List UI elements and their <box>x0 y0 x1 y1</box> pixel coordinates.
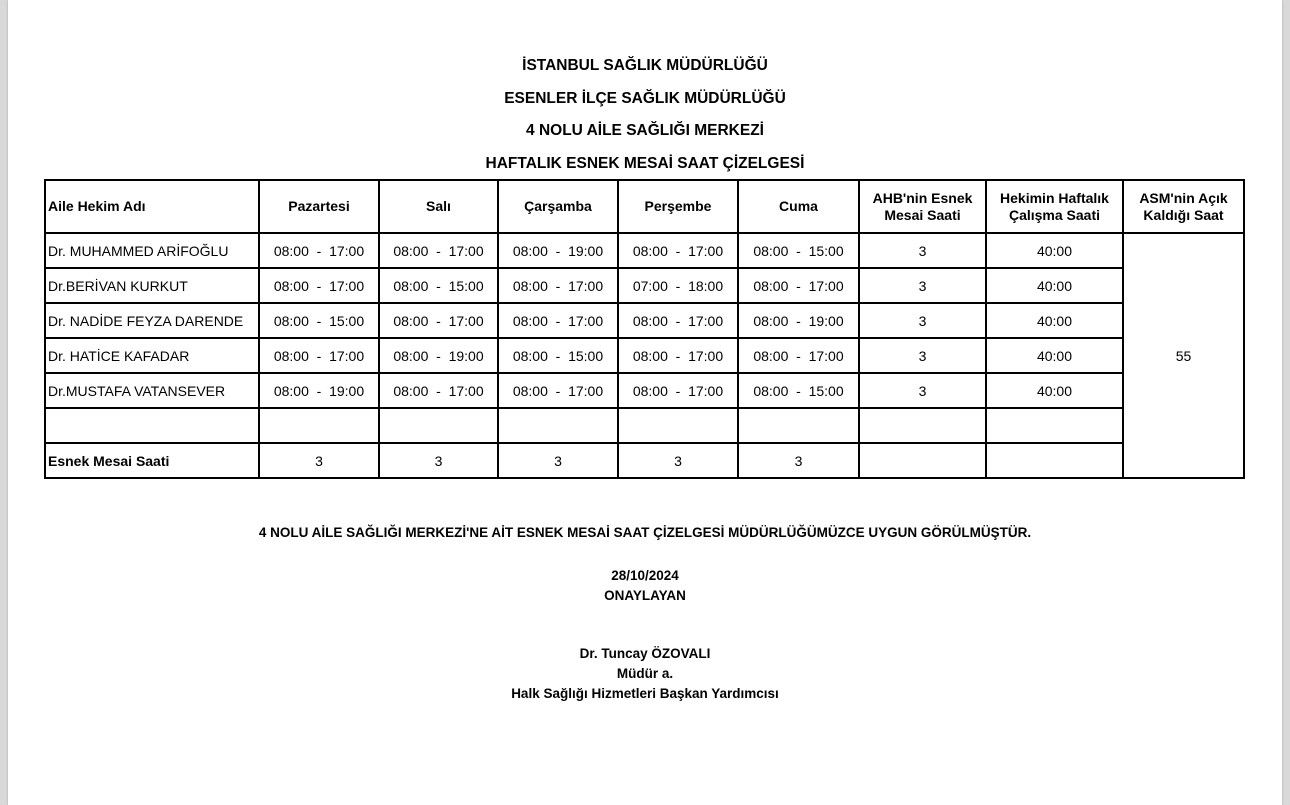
col-header-name: Aile Hekim Adı <box>45 180 259 233</box>
thursday-cell: 07:00 - 18:00 <box>618 268 738 303</box>
header-line-4: HAFTALIK ESNEK MESAİ SAAT ÇİZELGESİ <box>485 154 805 172</box>
friday-cell: 08:00 - 19:00 <box>738 303 859 338</box>
empty-cell <box>259 408 379 443</box>
header-line-2: ESENLER İLÇE SAĞLIK MÜDÜRLÜĞÜ <box>504 89 786 107</box>
weekly-hours-cell: 40:00 <box>986 233 1123 268</box>
thursday-cell: 08:00 - 17:00 <box>618 338 738 373</box>
table-row <box>45 233 1244 268</box>
weekly-hours-cell: 40:00 <box>986 373 1123 408</box>
col-header-monday: Pazartesi <box>259 180 379 233</box>
thursday-cell: 08:00 - 17:00 <box>618 373 738 408</box>
table-row <box>45 268 1244 303</box>
tuesday-cell: 08:00 - 19:00 <box>379 338 498 373</box>
col-header-weekly-hours: Hekimin Haftalık Çalışma Saati <box>986 180 1123 233</box>
empty-cell <box>498 408 618 443</box>
ahb-flex-cell: 3 <box>859 303 986 338</box>
document-header <box>0 52 1290 182</box>
approver-label: ONAYLAYAN <box>604 588 686 603</box>
table-row <box>45 338 1244 373</box>
empty-cell <box>859 408 986 443</box>
footer-wednesday: 3 <box>498 443 618 478</box>
doctor-name-cell: Dr.MUSTAFA VATANSEVER <box>45 373 259 408</box>
footer-monday: 3 <box>259 443 379 478</box>
signatory-title: Müdür a. <box>616 666 674 681</box>
thursday-cell: 08:00 - 17:00 <box>618 233 738 268</box>
col-header-asm-open-hours: ASM'nin Açık Kaldığı Saat <box>1123 180 1244 233</box>
col-header-thursday: Perşembe <box>618 180 738 233</box>
wednesday-cell: 08:00 - 15:00 <box>498 338 618 373</box>
empty-cell <box>45 408 259 443</box>
signatory-position: Halk Sağlığı Hizmetleri Başkan Yardımcısı <box>511 686 779 701</box>
weekly-hours-cell: 40:00 <box>986 338 1123 373</box>
footer-thursday: 3 <box>618 443 738 478</box>
col-header-tuesday: Salı <box>379 180 498 233</box>
table-row <box>45 303 1244 338</box>
empty-cell <box>618 408 738 443</box>
approval-statement: 4 NOLU AİLE SAĞLIĞI MERKEZİ'NE AİT ESNEK MESAİ SAAT ÇİZELGESİ MÜDÜRLÜĞÜMÜZCE UYGUN GÖRÜLMÜŞTÜR. <box>258 525 1032 540</box>
col-header-wednesday: Çarşamba <box>498 180 618 233</box>
schedule-table <box>44 179 1245 479</box>
signatory-name: Dr. Tuncay ÖZOVALI <box>579 646 711 661</box>
wednesday-cell: 08:00 - 17:00 <box>498 373 618 408</box>
monday-cell: 08:00 - 17:00 <box>259 338 379 373</box>
weekly-hours-cell: 40:00 <box>986 303 1123 338</box>
approval-date-block <box>0 566 1290 606</box>
thursday-cell: 08:00 - 17:00 <box>618 303 738 338</box>
empty-cell <box>986 408 1123 443</box>
friday-cell: 08:00 - 17:00 <box>738 268 859 303</box>
header-line-1: İSTANBUL SAĞLIK MÜDÜRLÜĞÜ <box>522 57 768 74</box>
approval-date: 28/10/2024 <box>611 568 679 583</box>
ahb-flex-cell: 3 <box>859 268 986 303</box>
monday-cell: 08:00 - 15:00 <box>259 303 379 338</box>
empty-table-row <box>45 408 1244 443</box>
ahb-flex-cell: 3 <box>859 373 986 408</box>
monday-cell: 08:00 - 17:00 <box>259 233 379 268</box>
tuesday-cell: 08:00 - 17:00 <box>379 233 498 268</box>
footer-tuesday: 3 <box>379 443 498 478</box>
tuesday-cell: 08:00 - 17:00 <box>379 373 498 408</box>
ahb-flex-cell: 3 <box>859 233 986 268</box>
empty-cell <box>986 443 1123 478</box>
table-header-row <box>45 180 1244 233</box>
doctor-name-cell: Dr. NADİDE FEYZA DARENDE <box>45 303 259 338</box>
friday-cell: 08:00 - 15:00 <box>738 233 859 268</box>
header-line-3: 4 NOLU AİLE SAĞLIĞI MERKEZİ <box>526 122 764 139</box>
friday-cell: 08:00 - 17:00 <box>738 338 859 373</box>
wednesday-cell: 08:00 - 17:00 <box>498 303 618 338</box>
empty-cell <box>859 443 986 478</box>
signatory-block <box>0 644 1290 704</box>
wednesday-cell: 08:00 - 17:00 <box>498 268 618 303</box>
table-row <box>45 373 1244 408</box>
empty-cell <box>379 408 498 443</box>
monday-cell: 08:00 - 17:00 <box>259 268 379 303</box>
doctor-name-cell: Dr. MUHAMMED ARİFOĞLU <box>45 233 259 268</box>
footer-friday: 3 <box>738 443 859 478</box>
tuesday-cell: 08:00 - 17:00 <box>379 303 498 338</box>
asm-open-hours-cell: 55 <box>1123 233 1244 478</box>
monday-cell: 08:00 - 19:00 <box>259 373 379 408</box>
doctor-name-cell: Dr. HATİCE KAFADAR <box>45 338 259 373</box>
footer-label: Esnek Mesai Saati <box>45 443 259 478</box>
wednesday-cell: 08:00 - 19:00 <box>498 233 618 268</box>
doctor-name-cell: Dr.BERİVAN KURKUT <box>45 268 259 303</box>
col-header-ahb-flex-hours: AHB'nin Esnek Mesai Saati <box>859 180 986 233</box>
friday-cell: 08:00 - 15:00 <box>738 373 859 408</box>
empty-cell <box>738 408 859 443</box>
tuesday-cell: 08:00 - 15:00 <box>379 268 498 303</box>
flex-hours-footer-row <box>45 443 1244 478</box>
weekly-hours-cell: 40:00 <box>986 268 1123 303</box>
col-header-friday: Cuma <box>738 180 859 233</box>
ahb-flex-cell: 3 <box>859 338 986 373</box>
